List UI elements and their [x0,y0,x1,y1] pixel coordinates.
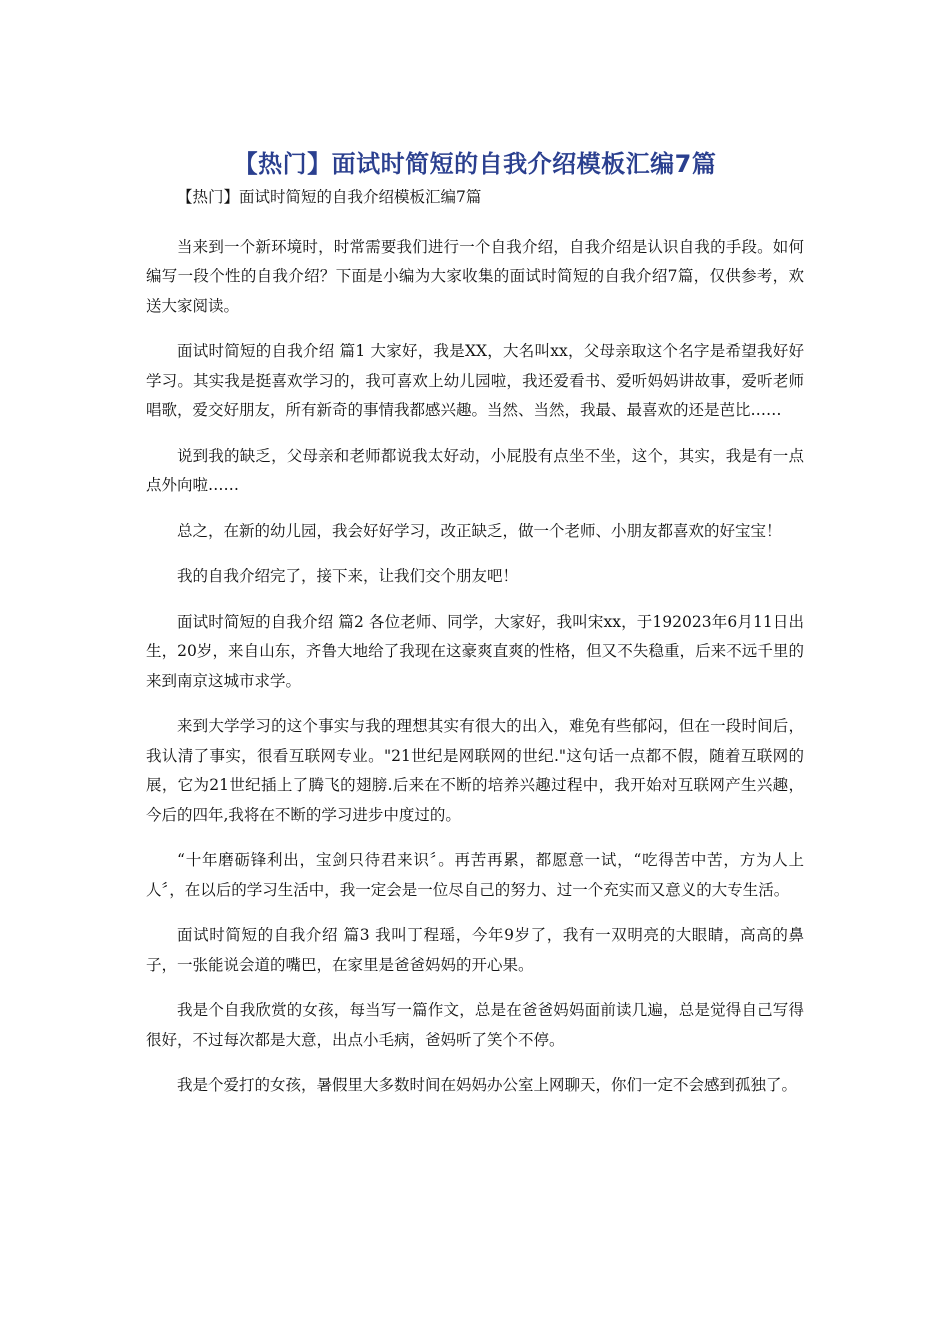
paragraph: 我是个自我欣赏的女孩，每当写一篇作文，总是在爸爸妈妈面前读几遍，总是觉得自己写得很好，不过每次都是大意，出点小毛病，爸妈听了笑个不停。 [146,1001,804,1049]
paragraph: “十年磨砺锋利出，宝剑只待君来识〞。再苦再累，都愿意一试，“吃得苦中苦，方为人上人〞，在以后的学习生活中，我一定会是一位尽自己的努力、过一个充实而又意义的大专生活。 [146,851,804,899]
paragraph: 来到大学学习的这个事实与我的理想其实有很大的出入，难免有些郁闷，但在一段时间后，我认清了事实，很看互联网专业。"21世纪是网联网的世纪."这句话一点都不假，随着互联网的展，它为21世纪插上了腾飞的翅膀.后来在不断的培养兴趣过程中，我开始对互联网产生兴趣，今后的四年,我将在不断的学习进步中度过的。 [146,717,804,824]
paragraph: 面试时简短的自我介绍 篇2 各位老师、同学，大家好，我叫宋xx，于192023年6月11日出生，20岁，来自山东，齐鲁大地给了我现在这豪爽直爽的性格，但又不失稳重，后来不远千里的来到南京这城市求学。 [146,612,804,690]
document-title: 【热门】面试时简短的自我介绍模板汇编7篇 [233,150,717,179]
paragraph: 我是个爱打的女孩，暑假里大多数时间在妈妈办公室上网聊天，你们一定不会感到孤独了。 [177,1076,798,1094]
paragraph: 当来到一个新环境时，时常需要我们进行一个自我介绍，自我介绍是认识自我的手段。如何编写一段个性的自我介绍？下面是小编为大家收集的面试时简短的自我介绍7篇，仅供参考，欢送大家阅读。 [146,237,804,315]
paragraph: 我的自我介绍完了，接下来，让我们交个朋友吧！ [177,567,519,585]
paragraph: 说到我的缺乏，父母亲和老师都说我太好动，小屁股有点坐不坐，这个，其实，我是有一点点外向啦…… [146,446,804,494]
document-subtitle: 【热门】面试时简短的自我介绍模板汇编7篇 [177,188,482,206]
paragraph: 面试时简短的自我介绍 篇3 我叫丁程瑶，今年9岁了，我有一双明亮的大眼睛，高高的鼻子，一张能说会道的嘴巴，在家里是爸爸妈妈的开心果。 [146,926,804,974]
paragraph: 总之，在新的幼儿园，我会好好学习，改正缺乏，做一个老师、小朋友都喜欢的好宝宝！ [177,521,782,540]
document-body [146,183,804,1117]
paragraph: 面试时简短的自我介绍 篇1 大家好，我是XX，大名叫xx，父母亲取这个名字是希望我好好学习。其实我是挺喜欢学习的，我可喜欢上幼儿园啦，我还爱看书、爱听妈妈讲故事，爱听老师唱歌，爱交好朋友，所有新奇的事情我都感兴趣。当然、当然，我最、最喜欢的还是芭比…… [146,342,804,419]
